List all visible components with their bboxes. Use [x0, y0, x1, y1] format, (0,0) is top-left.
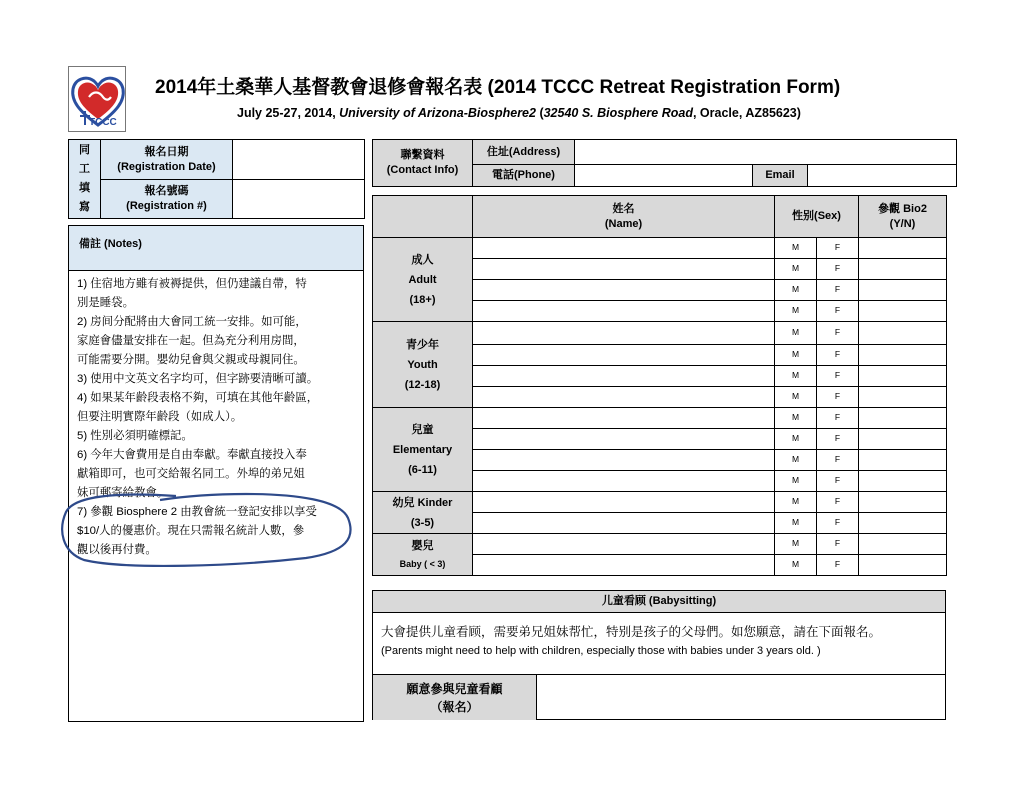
- sex-header: 性别(Sex): [775, 196, 859, 238]
- name-field[interactable]: [473, 301, 775, 322]
- name-field[interactable]: [473, 450, 775, 471]
- bio2-field[interactable]: [859, 238, 947, 259]
- bio2-field[interactable]: [859, 429, 947, 450]
- form-title: 2014年土桑華人基督教會退修會報名表 (2014 TCCC Retreat Registration Form): [155, 77, 841, 98]
- bio2-field[interactable]: [859, 345, 947, 366]
- contact-table: [372, 139, 957, 187]
- sex-male-option[interactable]: M: [775, 301, 817, 322]
- babysitting-text-en: (Parents might need to help with children, especially those with babies under 3 years old. ): [381, 645, 821, 657]
- sex-female-option[interactable]: F: [817, 534, 859, 555]
- note-line: 家庭會儘量安排在一起。但為充分利用房間，: [77, 335, 305, 347]
- notes-panel: [68, 225, 364, 722]
- note-line: $10/人的優惠价。現在只需報名統計人數，參: [77, 525, 305, 537]
- group-adult-label: 成人 Adult (18+): [373, 238, 473, 322]
- bio2-field[interactable]: [859, 280, 947, 301]
- name-field[interactable]: [473, 408, 775, 429]
- name-field[interactable]: [473, 534, 775, 555]
- sex-female-option[interactable]: F: [817, 322, 859, 345]
- form-subtitle: [237, 106, 937, 120]
- sex-male-option[interactable]: M: [775, 259, 817, 280]
- sex-male-option[interactable]: M: [775, 238, 817, 259]
- bio2-field[interactable]: [859, 408, 947, 429]
- bio2-field[interactable]: [859, 534, 947, 555]
- address-open: (: [535, 106, 544, 120]
- name-field[interactable]: [473, 366, 775, 387]
- sex-female-option[interactable]: F: [817, 513, 859, 534]
- event-date: July 25-27, 2014,: [237, 106, 340, 120]
- name-field[interactable]: [473, 429, 775, 450]
- group-kinder-label: 幼兒 Kinder (3-5): [373, 492, 473, 534]
- bio2-field[interactable]: [859, 301, 947, 322]
- registration-date-field[interactable]: [233, 140, 365, 180]
- bio2-field[interactable]: [859, 450, 947, 471]
- group-baby-label: 嬰兒 Baby ( < 3): [373, 534, 473, 576]
- note-line: 觀以後再付費。: [77, 544, 157, 556]
- note-line: 5) 性別必須明確標記。: [77, 430, 193, 442]
- sex-female-option[interactable]: F: [817, 408, 859, 429]
- bio2-field[interactable]: [859, 387, 947, 408]
- note-line: 3) 使用中文英文名字均可，但字跡要清晰可讀。: [77, 373, 319, 385]
- registration-number-field[interactable]: [233, 180, 365, 219]
- logo-text: TCCC: [89, 117, 117, 128]
- name-field[interactable]: [473, 555, 775, 576]
- bio2-field[interactable]: [859, 322, 947, 345]
- group-elementary-label: 兒童 Elementary (6-11): [373, 408, 473, 492]
- note-line: 1) 住宿地方雖有被褥提供，但仍建議自帶，特: [77, 278, 307, 290]
- office-use-table: [68, 139, 365, 219]
- sex-male-option[interactable]: M: [775, 513, 817, 534]
- sex-female-option[interactable]: F: [817, 301, 859, 322]
- sex-female-option[interactable]: F: [817, 238, 859, 259]
- note-line: 別是睡袋。: [77, 297, 134, 309]
- sex-male-option[interactable]: M: [775, 345, 817, 366]
- note-line: 但要注明實際年齡段（如成人）。: [77, 411, 243, 423]
- sex-female-option[interactable]: F: [817, 450, 859, 471]
- name-field[interactable]: [473, 387, 775, 408]
- name-field[interactable]: [473, 259, 775, 280]
- name-field[interactable]: [473, 513, 775, 534]
- event-city: , Oracle, AZ85623): [692, 106, 801, 120]
- sex-male-option[interactable]: M: [775, 471, 817, 492]
- address-label: 住址(Address): [473, 140, 575, 165]
- sex-male-option[interactable]: M: [775, 366, 817, 387]
- notes-list: [69, 271, 363, 560]
- babysitting-description: [373, 613, 945, 675]
- sex-female-option[interactable]: F: [817, 366, 859, 387]
- name-field[interactable]: [473, 492, 775, 513]
- babysitting-text-zh: 大會提供儿童看顾，需要弟兄姐妹帮忙，特别是孩子的父母們。如您願意，請在下面報名。: [381, 625, 882, 639]
- sex-male-option[interactable]: M: [775, 555, 817, 576]
- note-line: 獻箱即可，也可交給報名同工。外埠的弟兄姐: [77, 468, 305, 480]
- name-field[interactable]: [473, 471, 775, 492]
- sex-female-option[interactable]: F: [817, 429, 859, 450]
- sex-male-option[interactable]: M: [775, 492, 817, 513]
- notes-heading: 備註 (Notes): [69, 226, 363, 271]
- bio2-field[interactable]: [859, 471, 947, 492]
- babysitting-panel: [372, 590, 946, 720]
- bio2-header: 參觀 Bio2 (Y/N): [859, 196, 947, 238]
- sex-male-option[interactable]: M: [775, 534, 817, 555]
- sex-female-option[interactable]: F: [817, 259, 859, 280]
- sex-female-option[interactable]: F: [817, 492, 859, 513]
- name-header: 姓名 (Name): [473, 196, 775, 238]
- bio2-field[interactable]: [859, 555, 947, 576]
- note-line: 2) 房间分配將由大會同工統一安排。如可能，: [77, 316, 307, 328]
- sex-male-option[interactable]: M: [775, 450, 817, 471]
- bio2-field[interactable]: [859, 492, 947, 513]
- babysitting-signup-field[interactable]: [537, 675, 945, 720]
- name-field[interactable]: [473, 280, 775, 301]
- office-use-label: 同 工 填 寫: [69, 140, 101, 219]
- phone-field[interactable]: [575, 165, 753, 187]
- sex-male-option[interactable]: M: [775, 322, 817, 345]
- note-line: 4) 如果某年齡段表格不夠，可填在其他年齡區，: [77, 392, 319, 404]
- group-youth-label: 青少年 Youth (12-18): [373, 322, 473, 408]
- sex-male-option[interactable]: M: [775, 387, 817, 408]
- note-line: 6) 今年大會費用是自由奉獻。奉獻直接投入奉: [77, 449, 307, 461]
- bio2-field[interactable]: [859, 259, 947, 280]
- sex-female-option[interactable]: F: [817, 555, 859, 576]
- sex-female-option[interactable]: F: [817, 387, 859, 408]
- contact-info-label: 聯繫資料 (Contact Info): [373, 140, 473, 187]
- phone-label: 電話(Phone): [473, 165, 575, 187]
- event-address: 32540 S. Biosphere Road: [543, 106, 693, 120]
- participants-table: [372, 195, 947, 576]
- church-logo: [68, 66, 126, 132]
- sex-male-option[interactable]: M: [775, 429, 817, 450]
- sex-female-option[interactable]: F: [817, 471, 859, 492]
- name-field[interactable]: [473, 322, 775, 345]
- email-label: Email: [753, 165, 808, 187]
- sex-female-option[interactable]: F: [817, 280, 859, 301]
- note-line: 7) 參觀 Biosphere 2 由教會統一登記安排以享受: [77, 506, 317, 518]
- bio2-field[interactable]: [859, 366, 947, 387]
- babysitting-heading: 儿童看顾 (Babysitting): [373, 591, 945, 613]
- name-field[interactable]: [473, 345, 775, 366]
- address-field[interactable]: [575, 140, 957, 165]
- note-line: 妹可郵寄給教會。: [77, 487, 169, 499]
- babysitting-signup-label: 願意參與兒童看顧 （報名）: [373, 675, 537, 720]
- sex-male-option[interactable]: M: [775, 280, 817, 301]
- babysitting-signup-row: [373, 675, 945, 720]
- bio2-field[interactable]: [859, 513, 947, 534]
- sex-female-option[interactable]: F: [817, 345, 859, 366]
- name-field[interactable]: [473, 238, 775, 259]
- registration-date-label: 報名日期 (Registration Date): [101, 140, 233, 180]
- sex-male-option[interactable]: M: [775, 408, 817, 429]
- email-field[interactable]: [808, 165, 957, 187]
- registration-number-label: 報名號碼 (Registration #): [101, 180, 233, 219]
- note-line: 可能需要分開。嬰幼兒會與父親或母親同住。: [77, 354, 305, 366]
- event-venue: University of Arizona-Biosphere2: [339, 106, 536, 120]
- group-header-cell: [373, 196, 473, 238]
